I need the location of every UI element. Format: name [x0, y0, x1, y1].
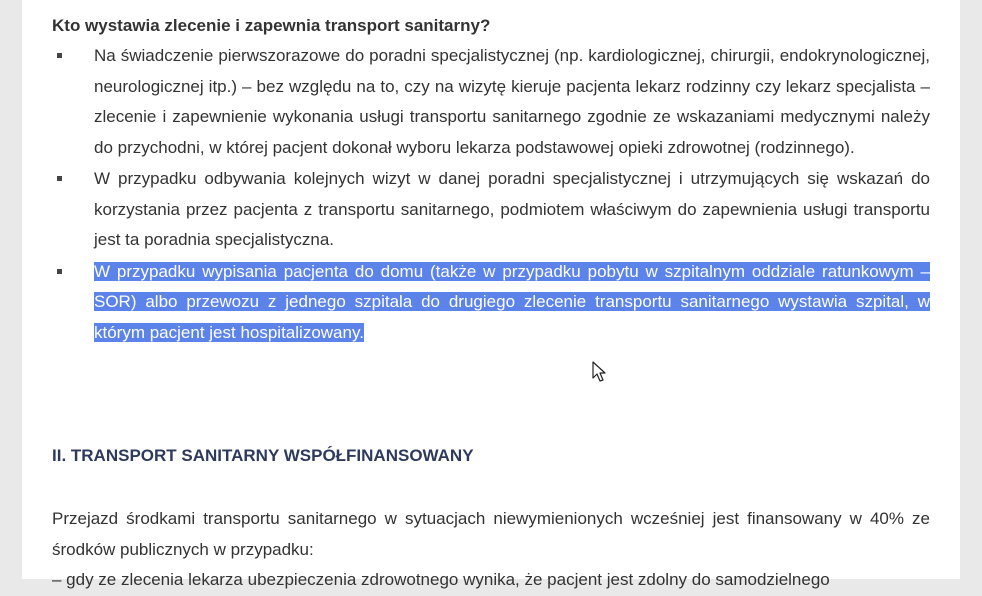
- list-item-text[interactable]: W przypadku odbywania kolejnych wizyt w danej poradni specjalistycznej i utrzymujących się wskazań do korzystania przez pacjenta z transportu sanitarnego, podmiotem właściwym do zapewnienia usługi transportu jest ta poradnia specjalistyczna.: [94, 169, 930, 249]
- paragraph-next-line: – gdy ze zlecenia lekarza ubezpieczenia zdrowotnego wynika, że pacjent jest zdolny do samodzielnego: [52, 570, 830, 589]
- list-item: [52, 41, 930, 163]
- paragraph-text: Przejazd środkami transportu sanitarnego w sytuacjach niewymienionych wcześniej jest finansowany w 40% ze środków publicznych w przypadku:: [52, 509, 930, 559]
- paragraph[interactable]: [52, 504, 930, 596]
- list-item-text[interactable]: Na świadczenie pierwszorazowe do poradni specjalistycznej (np. kardiologicznej, chirurgii, endokrynologicznej, neurologicznej itp.) – bez względu na to, czy na wizytę kieruje pacjenta lekarz rodzinny czy lekarz specjalista – zlecenie i zapewnienie wykonania usługi transportu sanitarnego zgodnie ze wskazaniami medycznymi należy do przychodni, w której pacjent dokonał wyboru lekarza podstawowej opieki zdrowotnej (rodzinnego).: [94, 46, 930, 157]
- list-item-selected: [52, 257, 930, 349]
- article-page: [22, 0, 960, 589]
- arrow-cursor-icon: [592, 361, 608, 383]
- article-content: [52, 14, 930, 589]
- selected-text[interactable]: W przypadku wypisania pacjenta do domu (także w przypadku pobytu w szpitalnym oddziale ratunkowym – SOR) albo przewozu z jednego szpitala do drugiego zlecenie transportu sanitarnego wystawia szpital, w którym pacjent jest hospitalizowany.: [94, 261, 930, 342]
- bullet-square-icon: [57, 176, 62, 181]
- bullet-list: [52, 41, 930, 348]
- bullet-square-icon: [57, 53, 62, 58]
- section-title: II. TRANSPORT SANITARNY WSPÓŁFINANSOWANY: [52, 446, 474, 465]
- question-heading: Kto wystawia zlecenie i zapewnia transport sanitarny?: [52, 16, 491, 35]
- bullet-square-icon: [57, 269, 62, 274]
- list-item: [52, 164, 930, 256]
